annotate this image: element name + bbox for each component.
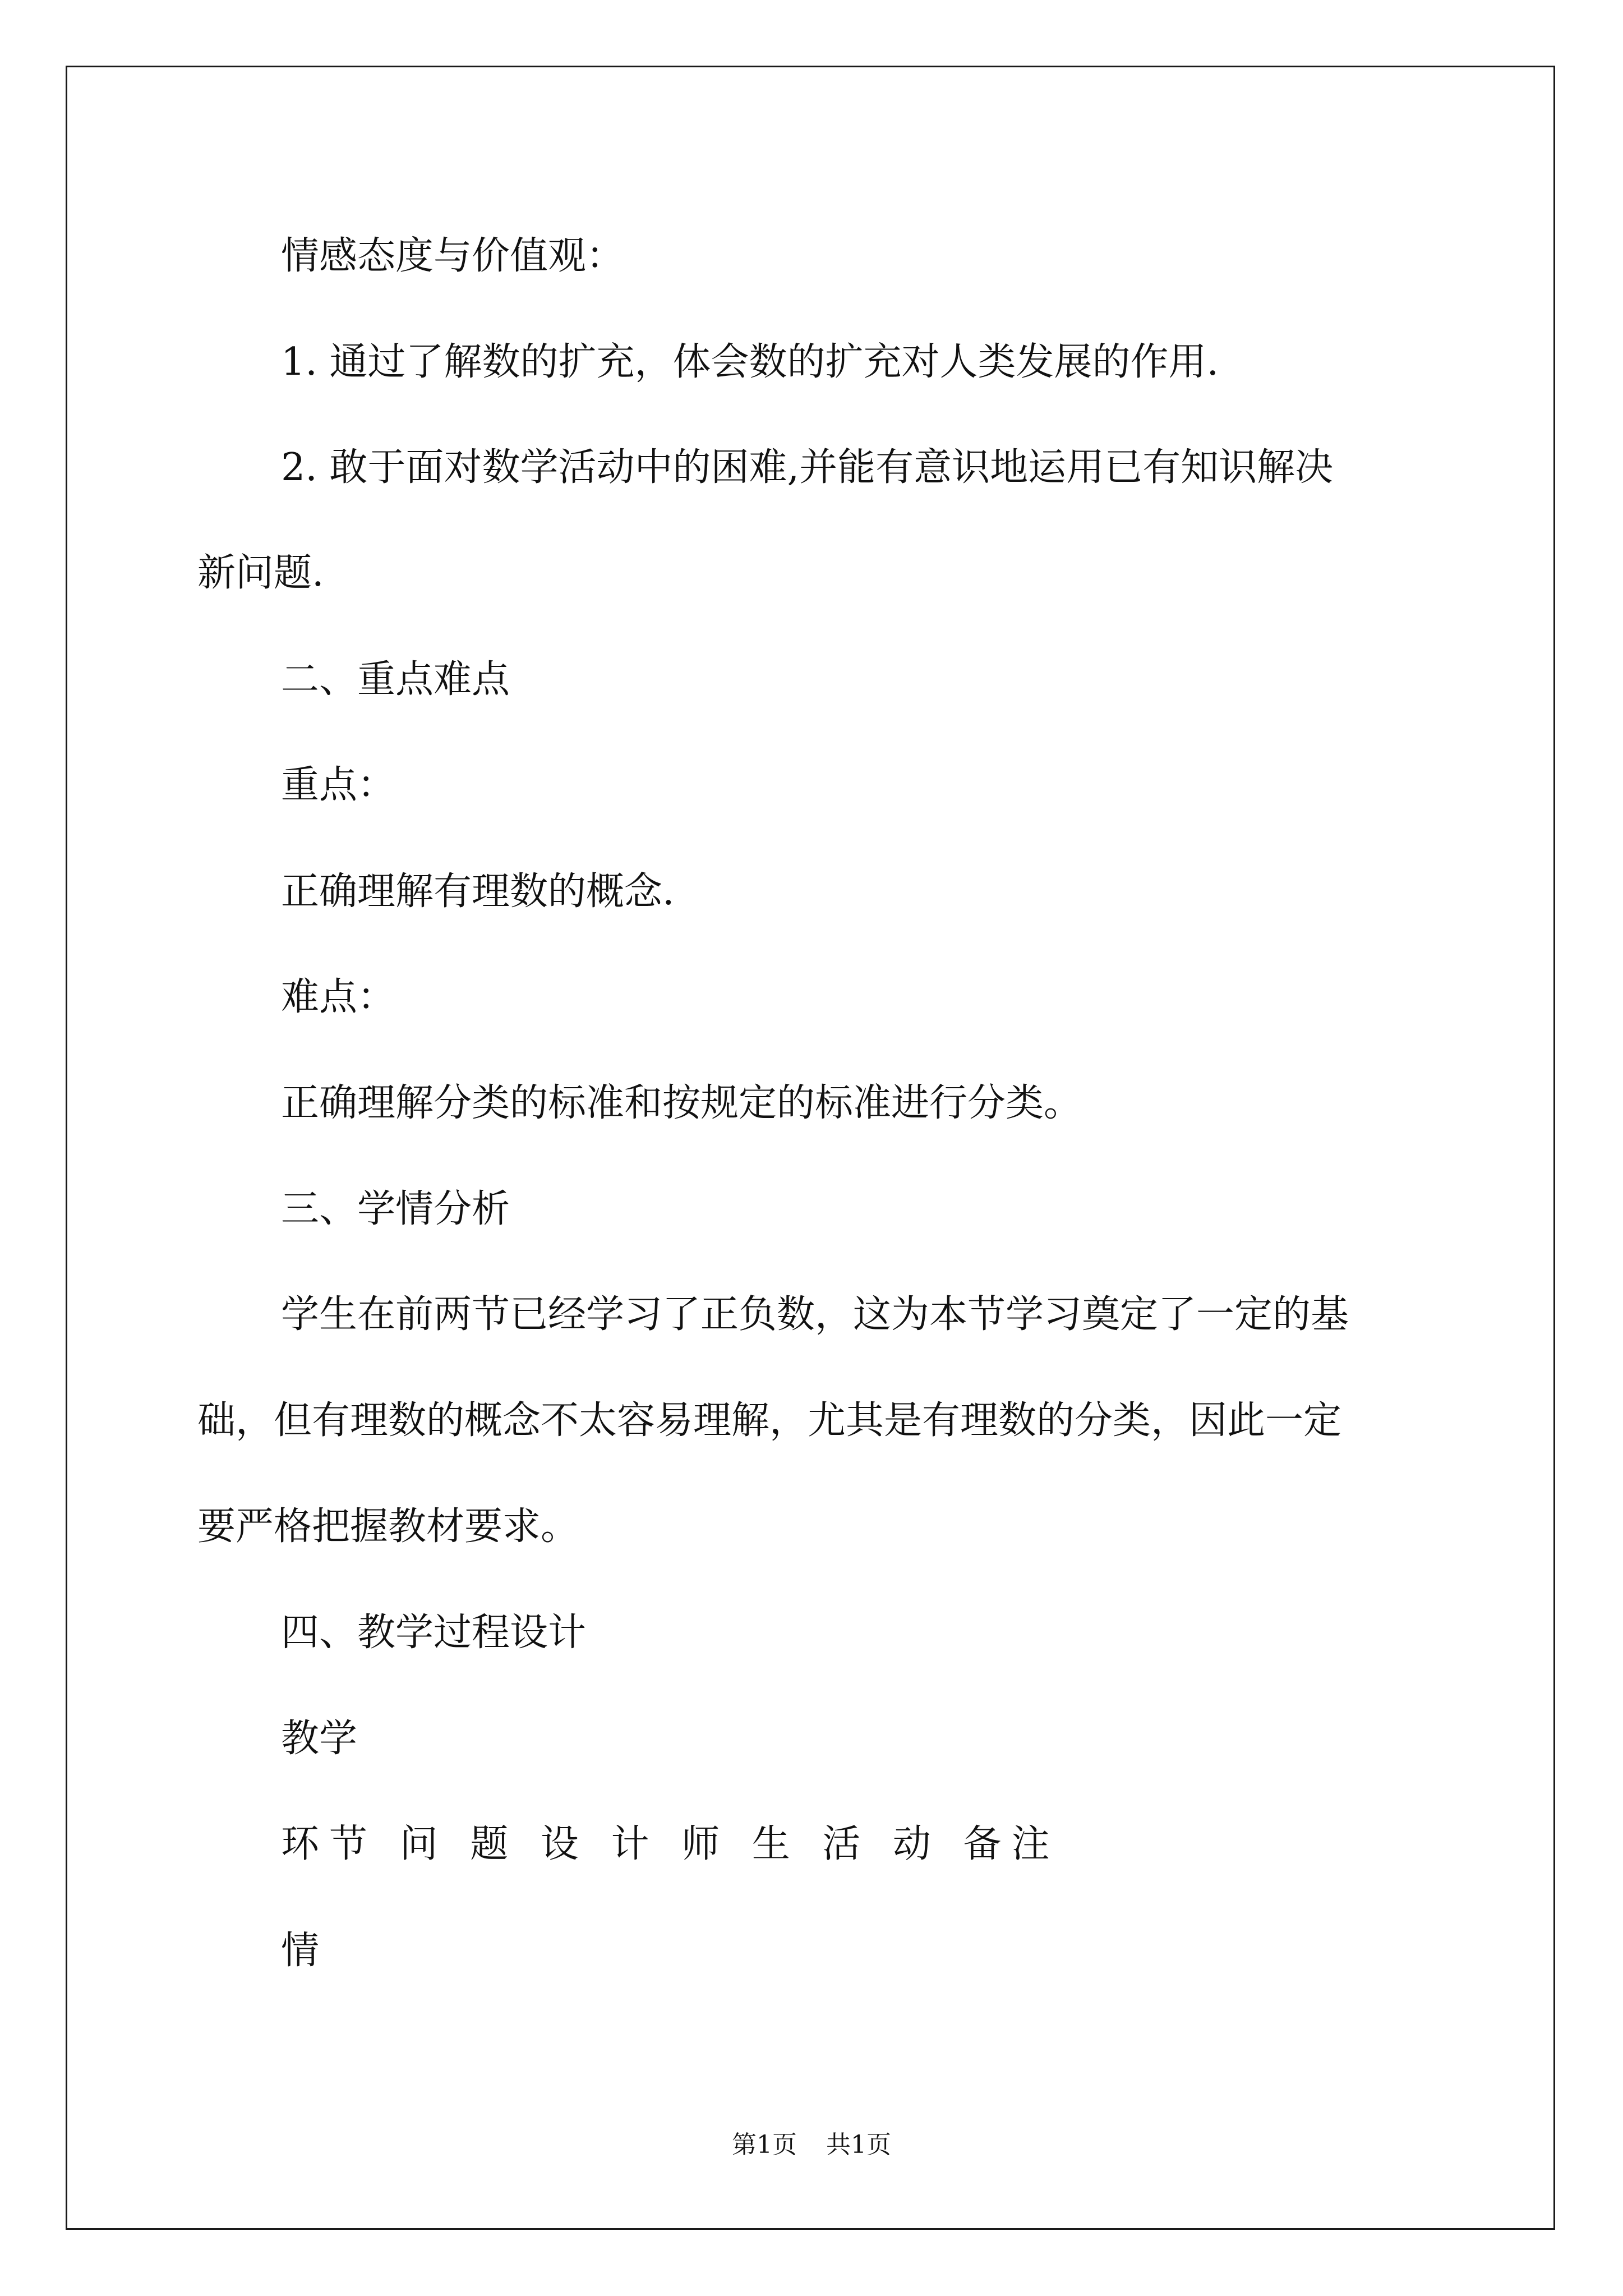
label-key-point: 重点： bbox=[281, 763, 396, 807]
analysis-paragraph-line-3: 要严格把握教材要求。 bbox=[197, 1504, 579, 1549]
table-row-start: 情 bbox=[281, 1929, 320, 1973]
page-number: 第1页 bbox=[732, 2131, 797, 2159]
difficulty-text: 正确理解分类的标准和按规定的标准进行分类。 bbox=[281, 1081, 1082, 1125]
analysis-paragraph-line-2: 础，但有理数的概念不太容易理解，尤其是有理数的分类，因此一定 bbox=[197, 1398, 1342, 1443]
key-point-text: 正确理解有理数的概念. bbox=[281, 869, 675, 914]
analysis-paragraph-line-1: 学生在前两节已经学习了正负数，这为本节学习奠定了一定的基 bbox=[281, 1292, 1349, 1337]
section-heading-student-analysis: 三、学情分析 bbox=[281, 1187, 510, 1231]
section-heading-key-points: 二、重点难点 bbox=[281, 657, 510, 702]
goal-item-2: 2. 敢于面对数学活动中的困难,并能有意识地运用已有知识解决 bbox=[281, 445, 1334, 490]
heading-attitude-values: 情感态度与价值观： bbox=[281, 234, 625, 278]
table-header-teaching: 教学 bbox=[281, 1717, 358, 1761]
page-border bbox=[66, 66, 1555, 2230]
page-total: 共1页 bbox=[826, 2131, 891, 2159]
page-footer bbox=[0, 2124, 1623, 2160]
label-difficulty: 难点： bbox=[281, 975, 396, 1019]
goal-item-1: 1. 通过了解数的扩充，体会数的扩充对人类发展的作用. bbox=[281, 340, 1219, 384]
table-header-columns: 环节 问 题 设 计 师 生 活 动 备注 bbox=[281, 1822, 1060, 1866]
goal-item-2-continued: 新问题. bbox=[197, 551, 324, 595]
section-heading-process-design: 四、教学过程设计 bbox=[281, 1611, 587, 1655]
